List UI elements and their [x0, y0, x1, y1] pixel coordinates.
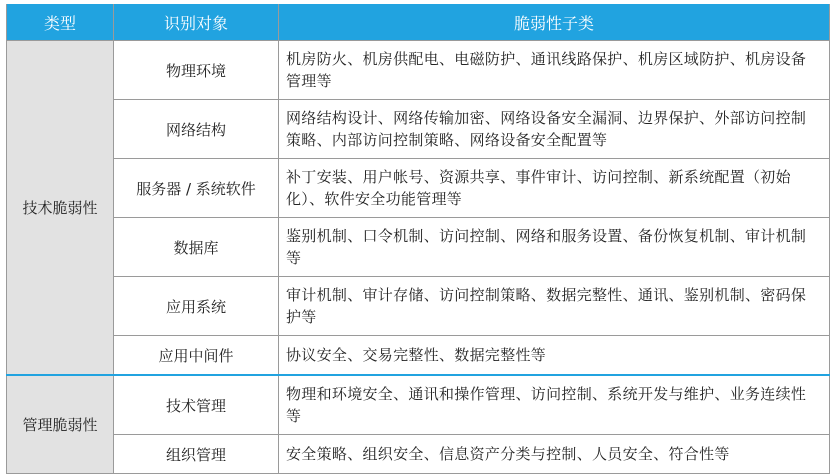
table-row	[7, 159, 830, 218]
object-cell: 服务器 / 系统软件	[114, 159, 279, 218]
header-type: 类型	[7, 4, 114, 41]
header-object: 识别对象	[114, 4, 279, 41]
subclass-cell: 协议安全、交易完整性、数据完整性等	[279, 336, 830, 376]
object-cell: 应用中间件	[114, 336, 279, 376]
object-cell: 数据库	[114, 218, 279, 277]
table-row	[7, 336, 830, 376]
subclass-cell: 网络结构设计、网络传输加密、网络设备安全漏洞、边界保护、外部访问控制策略、内部访问控制策略、网络设备安全配置等	[279, 100, 830, 159]
table-row	[7, 375, 830, 435]
header-subclass: 脆弱性子类	[279, 4, 830, 41]
object-cell: 物理环境	[114, 41, 279, 100]
category-management: 管理脆弱性	[7, 375, 114, 474]
table-row	[7, 277, 830, 336]
subclass-cell: 鉴别机制、口令机制、访问控制、网络和服务设置、备份恢复机制、审计机制等	[279, 218, 830, 277]
subclass-cell: 机房防火、机房供配电、电磁防护、通讯线路保护、机房区域防护、机房设备管理等	[279, 41, 830, 100]
object-cell: 组织管理	[114, 435, 279, 474]
table-row	[7, 435, 830, 474]
table-row	[7, 218, 830, 277]
subclass-cell: 物理和环境安全、通讯和操作管理、访问控制、系统开发与维护、业务连续性等	[279, 375, 830, 435]
category-technical: 技术脆弱性	[7, 41, 114, 376]
subclass-cell: 审计机制、审计存储、访问控制策略、数据完整性、通讯、鉴别机制、密码保护等	[279, 277, 830, 336]
table-row	[7, 41, 830, 100]
object-cell: 应用系统	[114, 277, 279, 336]
vulnerability-table	[6, 4, 830, 474]
subclass-cell: 安全策略、组织安全、信息资产分类与控制、人员安全、符合性等	[279, 435, 830, 474]
table-row	[7, 100, 830, 159]
subclass-cell: 补丁安装、用户帐号、资源共享、事件审计、访问控制、新系统配置（初始化）、软件安全功能管理等	[279, 159, 830, 218]
table-header-row	[7, 4, 830, 41]
object-cell: 技术管理	[114, 375, 279, 435]
object-cell: 网络结构	[114, 100, 279, 159]
